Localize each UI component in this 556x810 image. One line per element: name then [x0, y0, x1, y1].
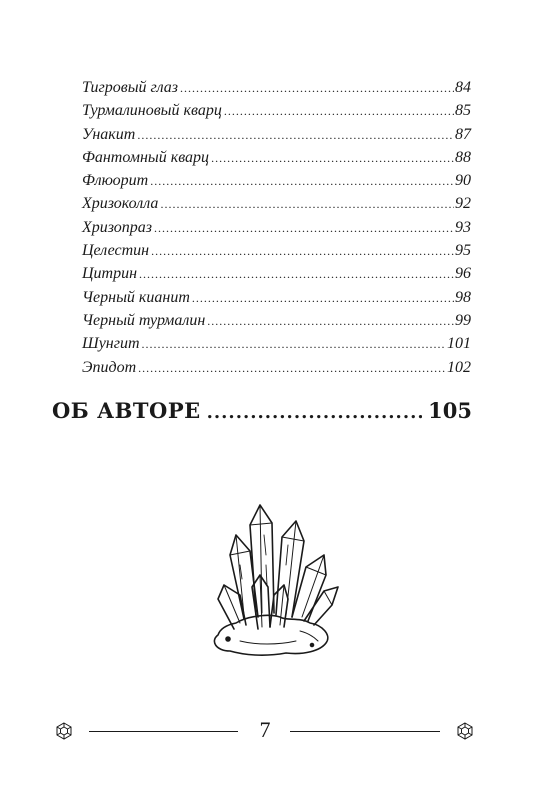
toc-entry-page: 92	[455, 195, 471, 213]
toc-entry-title: Черный кианит	[82, 288, 190, 306]
toc-entry-page: 96	[455, 265, 471, 283]
toc-entry-title: Целестин	[82, 242, 150, 260]
toc-entry[interactable]	[82, 172, 471, 195]
toc-entry-page: 90	[455, 172, 471, 190]
toc-leader-dots	[224, 104, 454, 119]
toc-leader-dots	[180, 81, 454, 96]
toc-leader-dots	[138, 361, 446, 376]
toc-entry-title: Цитрин	[82, 265, 138, 283]
page-number: 7	[259, 717, 271, 742]
toc-entry-title: Хризопраз	[82, 218, 153, 236]
toc-entry-page: 87	[455, 125, 471, 143]
toc-leader-dots	[137, 128, 454, 143]
toc-entry[interactable]	[82, 265, 471, 288]
toc-entry[interactable]	[82, 359, 471, 382]
toc-leader-dots	[139, 267, 454, 282]
table-of-contents	[82, 79, 471, 382]
toc-leader-dots	[150, 174, 454, 189]
toc-entry-page: 84	[455, 79, 471, 96]
toc-entry-title: Эпидот	[82, 358, 137, 376]
crystal-cluster-illustration	[200, 495, 370, 665]
section-page: 105	[428, 398, 472, 423]
toc-entry-page: 99	[455, 311, 471, 329]
toc-entry-page: 93	[455, 218, 471, 236]
toc-leader-dots	[207, 402, 423, 423]
toc-entry[interactable]	[82, 126, 471, 149]
toc-entry-title: Флюорит	[82, 172, 149, 190]
toc-entry[interactable]	[82, 195, 471, 218]
toc-entry-page: 88	[455, 148, 471, 166]
toc-leader-dots	[154, 221, 454, 236]
toc-entry[interactable]	[82, 102, 471, 125]
footer-rule-right	[290, 731, 440, 732]
toc-entry[interactable]	[82, 289, 471, 312]
toc-entry-page: 98	[455, 288, 471, 306]
toc-entry-title: Унакит	[82, 125, 136, 143]
toc-entry-title: Фантомный кварц	[82, 148, 210, 166]
toc-entry[interactable]	[82, 242, 471, 265]
toc-entry-title: Шунгит	[82, 335, 140, 353]
toc-entry-page: 85	[455, 102, 471, 120]
toc-entry-title: Черный турмалин	[82, 311, 206, 329]
toc-leader-dots	[160, 197, 454, 212]
toc-leader-dots	[151, 244, 454, 259]
toc-entry-title: Хризоколла	[82, 195, 159, 213]
gem-icon	[456, 722, 474, 740]
toc-leader-dots	[211, 151, 454, 166]
toc-entry[interactable]	[82, 79, 471, 102]
toc-entry[interactable]	[82, 335, 471, 358]
toc-entry[interactable]	[82, 312, 471, 335]
toc-section-about-author[interactable]	[52, 398, 472, 423]
gem-icon	[55, 722, 73, 740]
toc-leader-dots	[192, 291, 454, 306]
toc-entry-page: 101	[447, 335, 471, 353]
toc-leader-dots	[142, 337, 446, 352]
section-title: ОБ АВТОРЕ	[52, 398, 201, 423]
toc-entry-page: 95	[455, 242, 471, 260]
footer-rule-left	[89, 731, 238, 732]
toc-entry-title: Тигровый глаз	[82, 79, 178, 96]
toc-entry[interactable]	[82, 219, 471, 242]
toc-leader-dots	[207, 314, 454, 329]
toc-entry[interactable]	[82, 149, 471, 172]
toc-entry-page: 102	[447, 358, 471, 376]
toc-entry-title: Турмалиновый кварц	[82, 102, 222, 120]
